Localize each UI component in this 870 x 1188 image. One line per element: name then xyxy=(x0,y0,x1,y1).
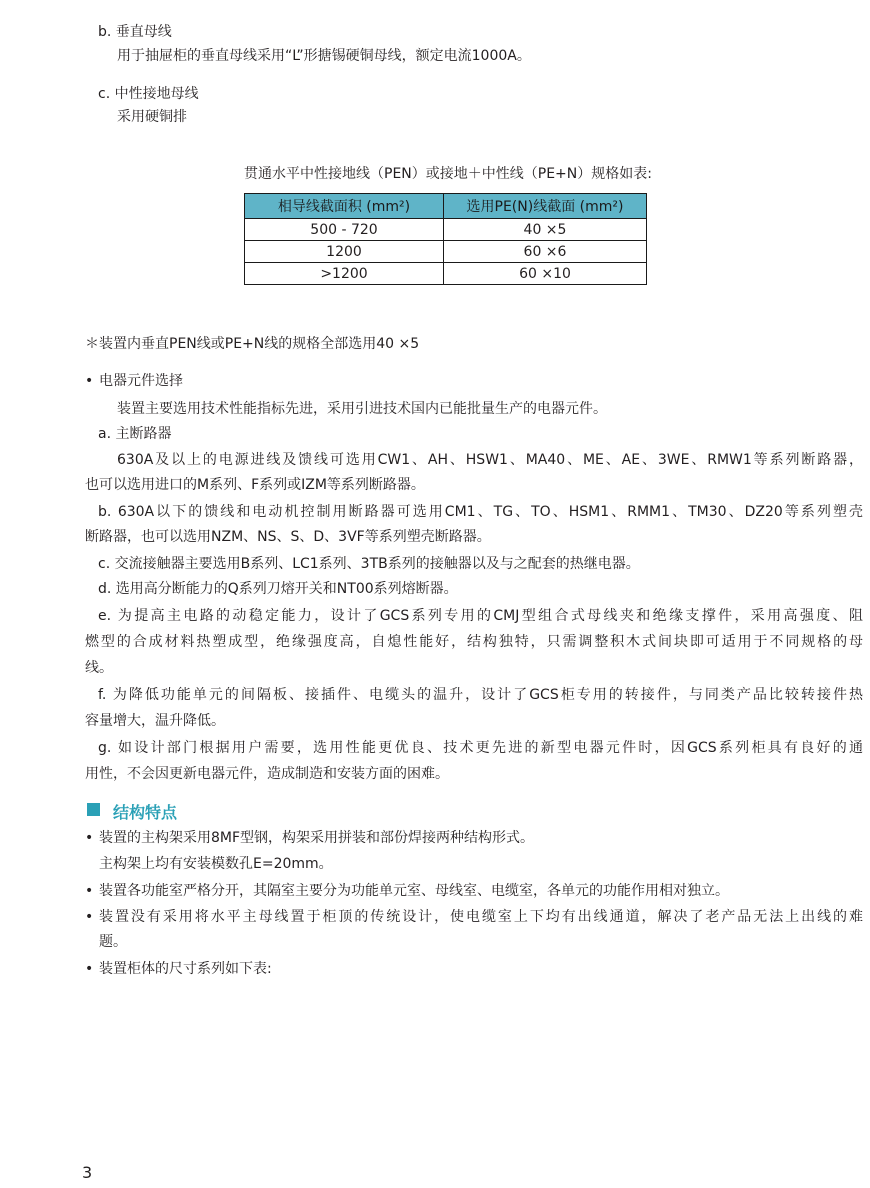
structure-item-text: 装置没有采用将水平主母线置于柜顶的传统设计，使电缆室上下均有出线通道，解决了老产品无法上出线的难 xyxy=(99,909,863,925)
table-header-cell: 选用PE(N)线截面 (mm²) xyxy=(444,194,647,219)
structure-item-text: 装置柜体的尺寸系列如下表: xyxy=(99,961,272,977)
mccb-text-line: b. 630A以下的馈线和电动机控制用断路器可选用CM1、TG、TO、HSM1、RMM1、TM30、DZ20等系列塑壳 xyxy=(98,504,863,520)
table-cell: 60 ×6 xyxy=(444,241,647,263)
table-cell: 60 ×10 xyxy=(444,263,647,285)
structure-item-text: 题。 xyxy=(99,934,127,950)
vertical-busbar-text: 用于抽屉柜的垂直母线采用“L”形搪锡硬铜母线，额定电流1000A。 xyxy=(117,48,531,64)
components-title: 电器元件选择 xyxy=(99,373,183,389)
table-cell: >1200 xyxy=(245,263,444,285)
bullet-icon: • xyxy=(85,909,94,925)
bullet-icon: • xyxy=(85,830,94,846)
fuse-text: d. 选用高分断能力的Q系列刀熔开关和NT00系列熔断器。 xyxy=(98,581,458,597)
mccb-text-line: 断路器，也可以选用NZM、NS、S、D、3VF等系列塑壳断路器。 xyxy=(85,529,491,545)
structure-item-text: 装置的主构架采用8MF型钢，构架采用拼装和部份焊接两种结构形式。 xyxy=(99,830,535,846)
neutral-busbar-title: c. 中性接地母线 xyxy=(98,86,199,102)
table-header-row xyxy=(245,194,647,219)
pen-spec-table xyxy=(244,193,647,285)
busbar-clamp-text-line: e. 为提高主电路的动稳定能力，设计了GCS系列专用的CMJ型组合式母线夹和绝缘支撑件，采用高强度、阻 xyxy=(98,608,863,624)
components-intro: 装置主要选用技术性能指标先进，采用引进技术国内已能批量生产的电器元件。 xyxy=(117,401,607,417)
structure-item-text: 装置各功能室严格分开，其隔室主要分为功能单元室、母线室、电缆室，各单元的功能作用相对独立。 xyxy=(99,883,729,899)
bullet-icon: • xyxy=(85,883,94,899)
pen-note: ＊装置内垂直PEN线或PE+N线的规格全部选用40 ×5 xyxy=(85,336,420,352)
bullet-icon: • xyxy=(85,373,94,389)
breaker-title: a. 主断路器 xyxy=(98,426,172,442)
table-row xyxy=(245,241,647,263)
table-caption: 贯通水平中性接地线（PEN）或接地＋中性线（PE+N）规格如表: xyxy=(244,166,652,182)
section-square-icon xyxy=(87,803,100,816)
section-title: 结构特点 xyxy=(113,803,178,822)
adapter-text-line: 容量增大，温升降低。 xyxy=(85,713,225,729)
table-row xyxy=(245,219,647,241)
busbar-clamp-text-line: 线。 xyxy=(85,660,113,676)
neutral-busbar-text: 采用硬铜排 xyxy=(117,109,187,125)
structure-item-text: 主构架上均有安装模数孔E=20mm。 xyxy=(99,856,333,872)
table-header-cell: 相导线截面积 (mm²) xyxy=(245,194,444,219)
contactor-text: c. 交流接触器主要选用B系列、LC1系列、3TB系列的接触器以及与之配套的热继电器。 xyxy=(98,556,640,572)
breaker-text-line: 630A及以上的电源进线及馈线可选用CW1、AH、HSW1、MA40、ME、AE、3WE、RMW1等系列断路器， xyxy=(117,452,863,468)
page-number: 3 xyxy=(82,1163,93,1182)
table-row xyxy=(245,263,647,285)
table-cell: 1200 xyxy=(245,241,444,263)
bullet-icon: • xyxy=(85,961,94,977)
table-cell: 40 ×5 xyxy=(444,219,647,241)
table-cell: 500 - 720 xyxy=(245,219,444,241)
new-components-text-line: g. 如设计部门根据用户需要，选用性能更优良、技术更先进的新型电器元件时，因GCS系列柜具有良好的通 xyxy=(98,740,863,756)
breaker-text-line: 也可以选用进口的M系列、F系列或IZM等系列断路器。 xyxy=(85,477,425,493)
vertical-busbar-title: b. 垂直母线 xyxy=(98,24,172,40)
adapter-text-line: f. 为降低功能单元的间隔板、接插件、电缆头的温升，设计了GCS柜专用的转接件，与同类产品比较转接件热 xyxy=(98,687,863,703)
busbar-clamp-text-line: 燃型的合成材料热塑成型，绝缘强度高，自熄性能好，结构独特，只需调整积木式间块即可适用于不同规格的母 xyxy=(85,634,863,650)
new-components-text-line: 用性，不会因更新电器元件，造成制造和安装方面的困难。 xyxy=(85,766,449,782)
